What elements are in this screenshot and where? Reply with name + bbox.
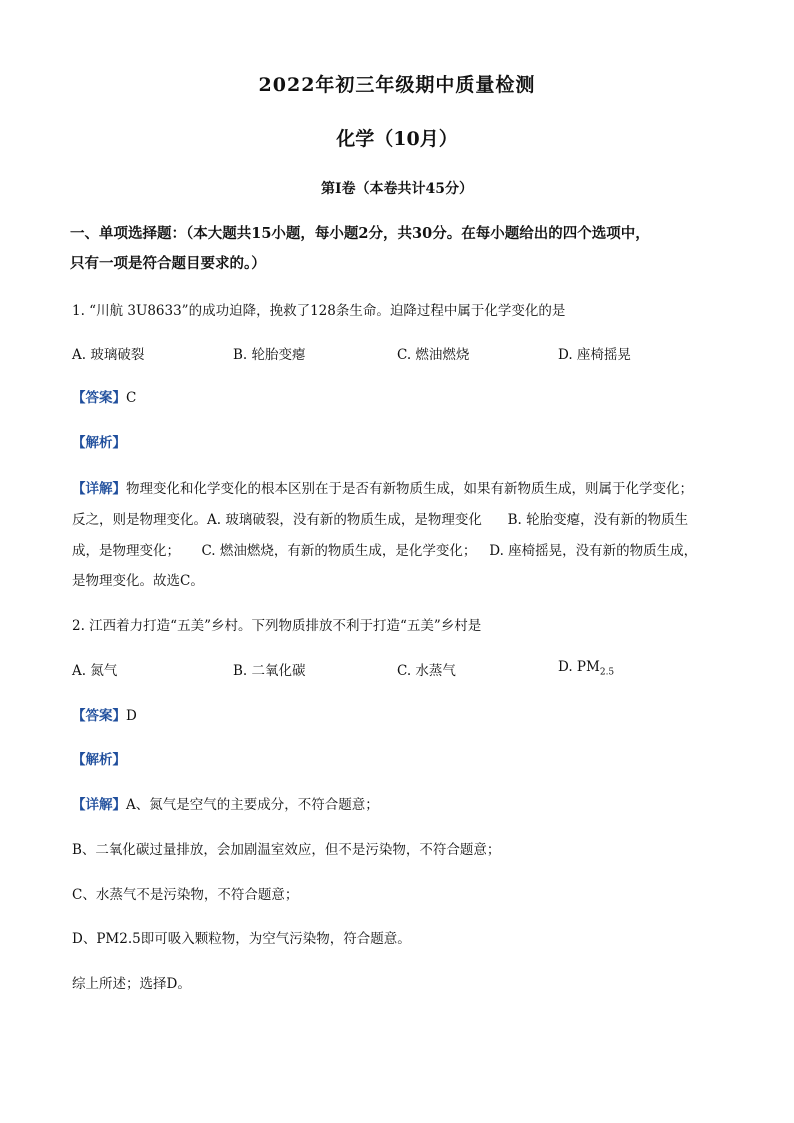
question-2-analysis (72, 748, 732, 768)
question-2-detail-line-3: C、水蒸气不是污染物，不符合题意； (72, 887, 299, 903)
question-1-detail-line-3: 成，是物理变化； C. 燃油燃烧，有新的物质生成，是化学变化； D. 座椅摇晃，没有新的物质生成， (72, 543, 698, 559)
pm-subscript: 2.5 (599, 667, 615, 678)
question-1-option-d: D. 座椅摇晃 (558, 347, 631, 363)
question-1-option-a: A. 玻璃破裂 (72, 347, 145, 363)
question-1-stem: 1. “川航 3U8633”的成功迫降，挽救了128条生命。迫降过程中属于化学变化的是 (72, 303, 566, 319)
answer-tag: 【答案】 (72, 390, 126, 406)
exam-title: 2022年初三年级期中质量检测 (258, 74, 536, 96)
question-2-option-b: B. 二氧化碳 (233, 663, 306, 679)
exam-volume: 第I卷（本卷共计45分） (320, 181, 474, 197)
question-1-detail-line-4: 是物理变化。故选C。 (72, 573, 204, 589)
question-2-answer (72, 704, 732, 724)
detail-tag: 【详解】 (72, 481, 126, 497)
question-1-analysis (72, 431, 732, 451)
question-1-detail-line-1: 【详解】物理变化和化学变化的根本区别在于是否有新物质生成，如果有新物质生成，则属于化学变化； (72, 481, 693, 497)
question-1-detail-line-2: 反之，则是物理变化。A. 玻璃破裂，没有新的物质生成，是物理变化 B. 轮胎变瘪，没有新的物质生 (72, 512, 689, 528)
answer-value: C (126, 390, 137, 406)
question-1-option-c: C. 燃油燃烧 (397, 347, 470, 363)
section-heading-line1: 一、单项选择题：（本大题共15小题，每小题2分，共30分。在每小题给出的四个选项中， (70, 225, 650, 242)
question-1-option-b: B. 轮胎变瘪 (233, 347, 306, 363)
analysis-tag: 【解析】 (72, 435, 126, 451)
question-2-detail-line-5: 综上所述；选择D。 (72, 976, 191, 992)
question-2-option-d: D. $PM_{2.5}$ (558, 659, 615, 678)
question-2-option-a: A. 氮气 (72, 663, 118, 679)
exam-subject: 化学（10月） (336, 128, 458, 150)
section-heading-line2: 只有一项是符合题目要求的。） (70, 255, 266, 272)
analysis-tag: 【解析】 (72, 752, 126, 768)
question-1-answer (72, 386, 732, 406)
question-2-detail-line-1: 【详解】A、氮气是空气的主要成分，不符合题意； (72, 797, 379, 813)
answer-value: D (126, 708, 137, 724)
question-2-option-c: C. 水蒸气 (397, 663, 456, 679)
question-2-stem: 2. 江西着力打造“五美”乡村。下列物质排放不利于打造“五美”乡村是 (72, 618, 482, 634)
detail-tag: 【详解】 (72, 797, 126, 813)
answer-tag: 【答案】 (72, 708, 126, 724)
question-2-detail-line-2: B、二氧化碳过量排放，会加剧温室效应，但不是污染物，不符合题意； (72, 842, 501, 858)
question-2-detail-line-4: D、PM2.5即可吸入颗粒物，为空气污染物，符合题意。 (72, 931, 411, 947)
